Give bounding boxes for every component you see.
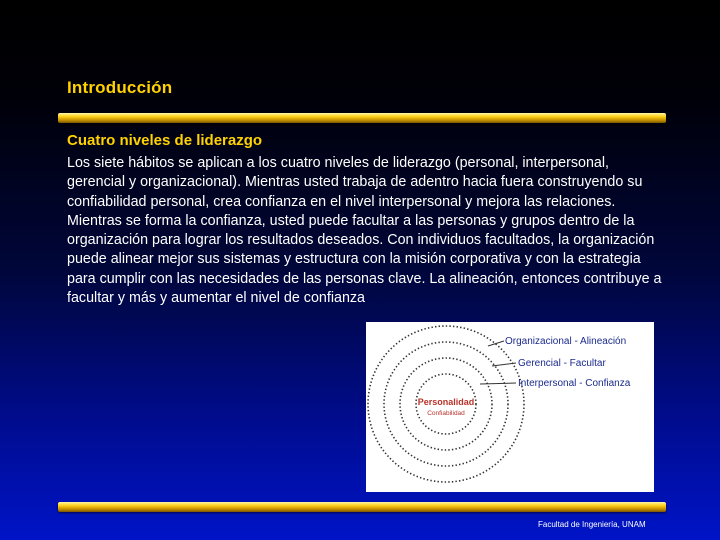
bottom-divider-bar bbox=[58, 502, 666, 512]
level-label-gerencial: Gerencial - Facultar bbox=[518, 358, 606, 369]
level-label-organizacional: Organizacional - Alineación bbox=[505, 336, 627, 347]
core-title: Personalidad bbox=[417, 397, 475, 407]
concentric-circles-diagram bbox=[366, 322, 654, 492]
body-paragraph: Los siete hábitos se aplican a los cuatro niveles de liderazgo (personal, interpersonal, gerencial y organizacional). Mientras usted trabaja de adentro hacia fuera construyendo su confiabilidad personal, crea confianza en el nivel interpersonal y mejora las relaciones. Mientras se forma la confianza, usted puede facultar a las personas y grupos dentro de la organización para lograr los resultados deseados. Con individuos facultados, la organización puede alinear mejor sus sistemas y estructura con la misión corporativa y con la estrategia para cumplir con las necesidades de las personas clave. La alineación, entonces contribuye a facultar y más y aumentar el nivel de confianza bbox=[67, 155, 662, 307]
level-label-interpersonal: Interpersonal - Confianza bbox=[518, 378, 631, 389]
leader-line-organizacional bbox=[488, 341, 504, 346]
footer-credit: Facultad de Ingeniería, UNAM bbox=[538, 520, 646, 529]
top-divider-bar bbox=[58, 113, 666, 123]
core-subtitle: Confiabilidad bbox=[427, 410, 465, 417]
slide-title: Introducción bbox=[67, 78, 173, 97]
section-subheading: Cuatro niveles de liderazgo bbox=[67, 132, 263, 149]
leadership-levels-diagram bbox=[366, 322, 654, 492]
leader-line-interpersonal bbox=[480, 383, 516, 384]
